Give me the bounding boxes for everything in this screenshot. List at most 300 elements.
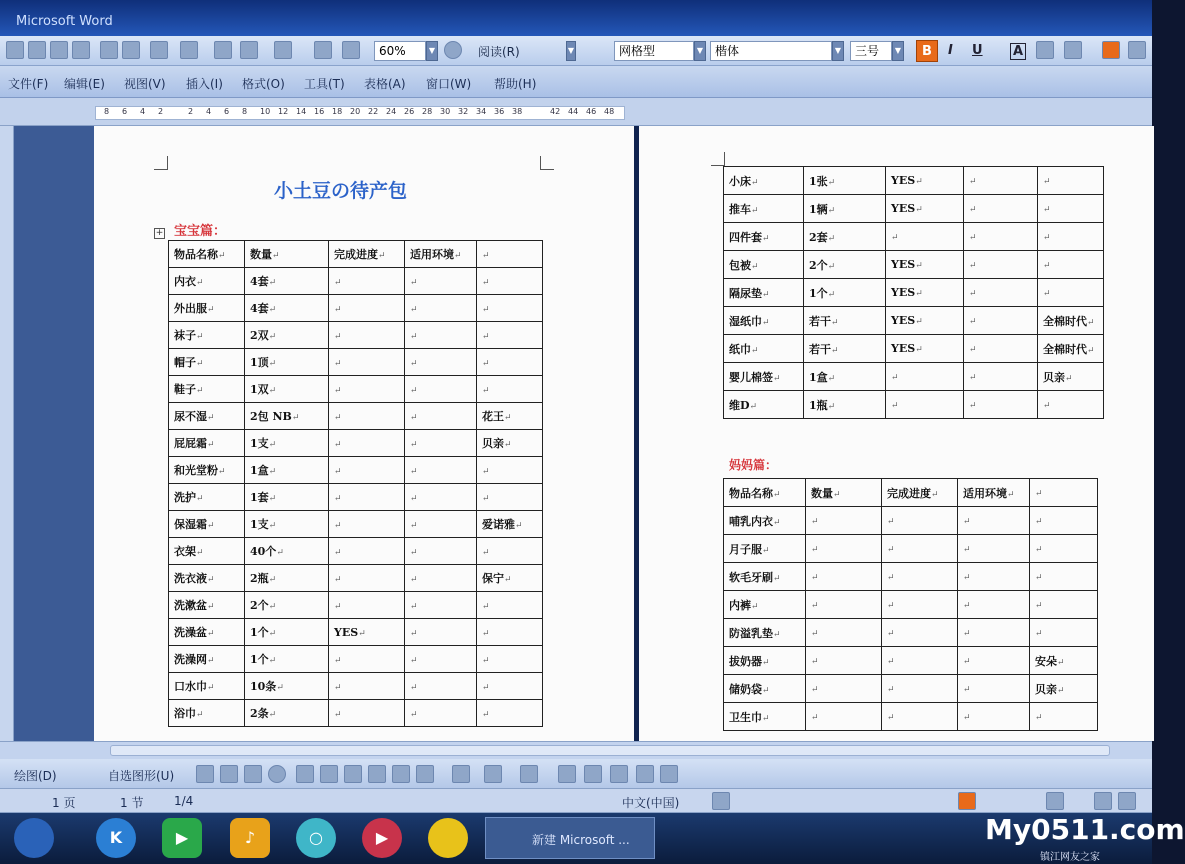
wordart-icon[interactable] [344, 765, 362, 783]
table-cell[interactable] [169, 673, 245, 700]
table-cell[interactable] [477, 403, 543, 430]
table-cell[interactable] [1038, 251, 1104, 279]
table-cell[interactable] [329, 241, 405, 268]
table-cell[interactable] [724, 363, 804, 391]
baby-section-title[interactable]: 宝宝篇： [174, 224, 227, 239]
table-cell[interactable] [169, 268, 245, 295]
cell-text: 1个 [809, 286, 828, 300]
font-color-draw-icon[interactable] [520, 765, 538, 783]
table-cell[interactable] [169, 403, 245, 430]
table-cell[interactable] [724, 703, 806, 731]
folder-app-icon[interactable] [428, 818, 468, 858]
dash-style-icon[interactable] [584, 765, 602, 783]
table-cell[interactable] [245, 673, 329, 700]
cell-text: 鞋子 [174, 383, 196, 396]
taskbar-word-window[interactable] [485, 817, 655, 859]
table-cell[interactable] [882, 507, 958, 535]
menu-table[interactable]: 表格(A) [364, 77, 406, 91]
table-cell[interactable] [886, 335, 964, 363]
table-cell[interactable] [1030, 563, 1098, 591]
table-cell[interactable] [1030, 703, 1098, 731]
cell-text: 包被 [729, 258, 751, 272]
video-app-icon[interactable]: ▶ [162, 818, 202, 858]
table-cell[interactable] [405, 619, 477, 646]
copy-icon[interactable] [214, 41, 232, 59]
table-cell[interactable] [329, 403, 405, 430]
table-cell[interactable] [477, 295, 543, 322]
table-cell[interactable] [169, 457, 245, 484]
table-cell[interactable] [169, 295, 245, 322]
table-cell[interactable] [806, 535, 882, 563]
cell-end-mark: ↵ [969, 261, 977, 271]
table-cell[interactable] [806, 479, 882, 507]
horizontal-ruler[interactable] [0, 98, 1152, 126]
table-cell[interactable] [1030, 479, 1098, 507]
read-mode-button[interactable]: 阅读(R) [478, 45, 520, 59]
table-cell[interactable] [958, 535, 1030, 563]
cell-end-mark: ↵ [963, 517, 971, 527]
settings-icon[interactable] [1118, 792, 1136, 810]
table-cell[interactable] [1038, 391, 1104, 419]
table-cell[interactable] [477, 673, 543, 700]
cell-end-mark: ↵ [1035, 629, 1043, 639]
toolbar-options-icon[interactable]: ▼ [566, 41, 576, 61]
mom-items-table[interactable] [723, 478, 1098, 731]
table-cell[interactable] [804, 307, 886, 335]
player-app-icon[interactable]: ▶ [362, 818, 402, 858]
diagram-icon[interactable] [368, 765, 386, 783]
ruler-number: 20 [350, 107, 361, 116]
baby-items-table[interactable] [168, 240, 543, 727]
ruler-number: 22 [368, 107, 379, 116]
table-cell[interactable] [169, 322, 245, 349]
table-cell[interactable] [724, 307, 804, 335]
table-cell[interactable] [329, 322, 405, 349]
table-cell[interactable] [806, 619, 882, 647]
menu-insert[interactable]: 插入(I) [186, 77, 223, 91]
table-cell[interactable] [1038, 307, 1104, 335]
table-cell[interactable] [958, 591, 1030, 619]
vertical-ruler[interactable] [0, 126, 14, 741]
scrollbar-thumb[interactable] [110, 745, 1110, 756]
table-cell[interactable] [169, 700, 245, 727]
new-icon[interactable] [6, 41, 24, 59]
line-icon[interactable] [196, 765, 214, 783]
table-cell[interactable] [477, 511, 543, 538]
table-cell[interactable] [477, 349, 543, 376]
table-cell[interactable] [245, 646, 329, 673]
table-cell[interactable] [405, 295, 477, 322]
menu-view[interactable]: 视图(V) [124, 77, 166, 91]
table-cell[interactable] [405, 538, 477, 565]
table-cell[interactable] [1030, 675, 1098, 703]
table-cell[interactable] [169, 565, 245, 592]
table-cell[interactable] [169, 619, 245, 646]
undo-icon[interactable] [274, 41, 292, 59]
hyperlink-icon[interactable] [314, 41, 332, 59]
cell-end-mark: ↵ [887, 629, 895, 639]
table-cell[interactable] [806, 591, 882, 619]
start-button-icon[interactable] [14, 818, 54, 858]
table-cell[interactable] [724, 507, 806, 535]
font-size-dropdown-icon[interactable]: ▼ [892, 41, 904, 61]
table-cell[interactable] [806, 703, 882, 731]
table-cell[interactable] [804, 335, 886, 363]
permission-icon[interactable] [72, 41, 90, 59]
table-cell[interactable] [405, 268, 477, 295]
oval-icon[interactable] [268, 765, 286, 783]
cell-end-mark: ↵ [751, 261, 759, 272]
table-cell[interactable] [329, 700, 405, 727]
spelling-icon[interactable] [150, 41, 168, 59]
table-cell[interactable] [169, 376, 245, 403]
table-cell[interactable] [245, 700, 329, 727]
table-cell[interactable] [724, 223, 804, 251]
picture-icon[interactable] [416, 765, 434, 783]
zoom-select[interactable]: 60% [374, 41, 426, 61]
table-cell[interactable] [477, 241, 543, 268]
table-cell[interactable] [724, 251, 804, 279]
document-title[interactable]: 小土豆の待产包 [274, 180, 408, 202]
table-cell[interactable] [724, 563, 806, 591]
table-cell[interactable] [1038, 167, 1104, 195]
table-row [724, 251, 1104, 279]
cell-end-mark: ↵ [1035, 713, 1043, 723]
table-cell[interactable] [964, 363, 1038, 391]
table-cell[interactable] [886, 195, 964, 223]
table-cell[interactable] [804, 279, 886, 307]
table-cell[interactable] [886, 167, 964, 195]
table-cell[interactable] [724, 479, 806, 507]
table-cell[interactable] [329, 619, 405, 646]
table-cell[interactable] [477, 538, 543, 565]
table-cell[interactable] [1030, 647, 1098, 675]
table-cell[interactable] [958, 619, 1030, 647]
table-cell[interactable] [886, 363, 964, 391]
table-cell[interactable] [477, 592, 543, 619]
style-dropdown-icon[interactable]: ▼ [694, 41, 706, 61]
table-cell[interactable] [477, 430, 543, 457]
3d-icon[interactable] [660, 765, 678, 783]
menu-edit[interactable]: 编辑(E) [64, 77, 105, 91]
table-cell[interactable] [169, 538, 245, 565]
table-cell[interactable] [405, 403, 477, 430]
menu-format[interactable]: 格式(O) [242, 77, 285, 91]
table-cell[interactable] [724, 195, 804, 223]
table-cell[interactable] [245, 376, 329, 403]
table-cell[interactable] [405, 322, 477, 349]
table-cell[interactable] [405, 376, 477, 403]
table-cell[interactable] [804, 363, 886, 391]
cell-end-mark: ↵ [887, 685, 895, 695]
table-cell[interactable] [804, 251, 886, 279]
table-row [169, 538, 543, 565]
font-select[interactable]: 楷体 [710, 41, 832, 61]
table-cell[interactable] [405, 700, 477, 727]
ruler-number: 8 [242, 107, 248, 116]
table-cell[interactable] [245, 349, 329, 376]
table-move-handle-icon[interactable]: + [155, 228, 164, 238]
table-cell[interactable] [958, 563, 1030, 591]
table-cell[interactable] [724, 675, 806, 703]
cell-end-mark: ↵ [482, 709, 490, 720]
table-cell[interactable] [882, 703, 958, 731]
table-cell[interactable] [806, 507, 882, 535]
table-cell[interactable] [245, 457, 329, 484]
table-cell[interactable] [329, 646, 405, 673]
table-cell[interactable] [245, 241, 329, 268]
table-cell[interactable] [477, 619, 543, 646]
table-cell[interactable] [245, 619, 329, 646]
table-cell[interactable] [886, 251, 964, 279]
table-cell[interactable] [804, 195, 886, 223]
cell-text: 2个 [250, 599, 269, 612]
table-cell[interactable] [958, 647, 1030, 675]
save-icon[interactable] [50, 41, 68, 59]
table-cell[interactable] [245, 322, 329, 349]
k-app-icon[interactable]: K [96, 818, 136, 858]
table-cell[interactable] [882, 563, 958, 591]
table-cell[interactable] [882, 479, 958, 507]
table-cell[interactable] [964, 195, 1038, 223]
table-cell[interactable] [477, 646, 543, 673]
table-cell[interactable] [1030, 507, 1098, 535]
table-cell[interactable] [405, 592, 477, 619]
table-cell[interactable] [882, 675, 958, 703]
char-border-button[interactable]: A [1010, 43, 1026, 60]
table-cell[interactable] [1038, 335, 1104, 363]
table-cell[interactable] [405, 241, 477, 268]
underline-button[interactable]: U [972, 43, 983, 58]
table-cell[interactable] [964, 251, 1038, 279]
research-icon[interactable] [180, 41, 198, 59]
table-cell[interactable] [724, 591, 806, 619]
table-cell[interactable] [806, 563, 882, 591]
menu-tools[interactable]: 工具(T) [304, 77, 345, 91]
paste-icon[interactable] [240, 41, 258, 59]
table-cell[interactable] [964, 391, 1038, 419]
table-cell[interactable] [724, 335, 804, 363]
table-cell[interactable] [1038, 279, 1104, 307]
table-cell[interactable] [405, 430, 477, 457]
baby-items-table-continued[interactable] [723, 166, 1104, 419]
menu-window[interactable]: 窗口(W) [426, 77, 472, 91]
table-cell[interactable] [886, 223, 964, 251]
open-icon[interactable] [28, 41, 46, 59]
table-cell[interactable] [245, 295, 329, 322]
table-cell[interactable] [329, 484, 405, 511]
arrow-style-icon[interactable] [610, 765, 628, 783]
table-cell[interactable] [245, 565, 329, 592]
table-cell[interactable] [1030, 619, 1098, 647]
table-cell[interactable] [477, 322, 543, 349]
keyboard-icon[interactable] [1046, 792, 1064, 810]
menu-help[interactable]: 帮助(H) [494, 77, 537, 91]
table-cell[interactable] [882, 647, 958, 675]
table-cell[interactable] [329, 511, 405, 538]
table-cell[interactable] [329, 268, 405, 295]
print-preview-icon[interactable] [122, 41, 140, 59]
menu-file[interactable]: 文件(F) [8, 77, 49, 91]
table-cell[interactable] [958, 507, 1030, 535]
skin-icon[interactable] [1094, 792, 1112, 810]
table-cell[interactable] [245, 592, 329, 619]
cell-text: 婴儿棉签 [729, 370, 773, 384]
table-cell[interactable] [245, 430, 329, 457]
table-cell[interactable] [245, 403, 329, 430]
table-cell[interactable] [886, 279, 964, 307]
table-row [724, 307, 1104, 335]
table-cell[interactable] [405, 511, 477, 538]
table-cell[interactable] [806, 675, 882, 703]
line-color-icon[interactable] [484, 765, 502, 783]
vertical-textbox-icon[interactable] [320, 765, 338, 783]
status-language: 中文(中国) [622, 796, 680, 810]
table-cell[interactable] [169, 646, 245, 673]
table-row [169, 646, 543, 673]
table-cell[interactable] [169, 592, 245, 619]
table-cell[interactable] [882, 591, 958, 619]
draw-menu-button[interactable]: 绘图(D) [14, 769, 57, 783]
table-cell[interactable] [724, 391, 804, 419]
table-cell[interactable] [477, 700, 543, 727]
textbox-icon[interactable] [296, 765, 314, 783]
cell-end-mark: ↵ [334, 304, 342, 315]
table-cell[interactable] [804, 391, 886, 419]
browser-app-icon[interactable]: ○ [296, 818, 336, 858]
font-size-select[interactable]: 三号 [850, 41, 892, 61]
table-cell[interactable] [1030, 591, 1098, 619]
music-app-icon[interactable]: ♪ [230, 818, 270, 858]
table-cell[interactable] [477, 457, 543, 484]
font-color-icon[interactable] [1064, 41, 1082, 59]
table-cell[interactable] [958, 703, 1030, 731]
cell-end-mark: ↵ [1035, 601, 1043, 611]
italic-button[interactable]: I [948, 43, 953, 58]
align-center-icon[interactable] [1128, 41, 1146, 59]
table-cell[interactable] [329, 538, 405, 565]
arrow-icon[interactable] [220, 765, 238, 783]
table-cell[interactable] [806, 647, 882, 675]
table-cell[interactable] [964, 167, 1038, 195]
table-cell[interactable] [405, 673, 477, 700]
table-cell[interactable] [405, 565, 477, 592]
table-cell[interactable] [886, 307, 964, 335]
mom-section-title[interactable]: 妈妈篇： [729, 458, 778, 472]
table-cell[interactable] [329, 673, 405, 700]
table-cell[interactable] [477, 565, 543, 592]
table-cell[interactable] [477, 268, 543, 295]
table-cell[interactable] [724, 279, 804, 307]
align-left-icon[interactable] [1102, 41, 1120, 59]
table-cell[interactable] [886, 391, 964, 419]
table-cell[interactable] [405, 349, 477, 376]
table-cell[interactable] [405, 457, 477, 484]
table-cell[interactable] [169, 241, 245, 268]
horizontal-scrollbar[interactable] [0, 741, 1152, 759]
table-cell[interactable] [964, 223, 1038, 251]
table-cell[interactable] [169, 484, 245, 511]
table-cell[interactable] [329, 565, 405, 592]
table-cell[interactable] [882, 619, 958, 647]
table-cell[interactable] [329, 457, 405, 484]
rectangle-icon[interactable] [244, 765, 262, 783]
cell-end-mark: ↵ [773, 489, 781, 500]
zoom-dropdown-icon[interactable]: ▼ [426, 41, 438, 61]
table-cell[interactable] [964, 279, 1038, 307]
cell-end-mark: ↵ [334, 331, 342, 342]
table-cell[interactable] [477, 484, 543, 511]
spelling-status-icon[interactable] [712, 792, 730, 810]
table-cell[interactable] [245, 538, 329, 565]
cell-end-mark: ↵ [196, 359, 204, 369]
table-cell[interactable] [1038, 195, 1104, 223]
table-row [169, 349, 543, 376]
table-cell[interactable] [329, 430, 405, 457]
table-cell[interactable] [964, 307, 1038, 335]
table-cell[interactable] [958, 479, 1030, 507]
table-cell[interactable] [804, 167, 886, 195]
clipart-icon[interactable] [392, 765, 410, 783]
table-cell[interactable] [724, 619, 806, 647]
table-cell[interactable] [169, 430, 245, 457]
table-cell[interactable] [804, 223, 886, 251]
input-method-icon[interactable] [958, 792, 976, 810]
cell-end-mark: ↵ [410, 601, 418, 612]
table-row [724, 223, 1104, 251]
font-dropdown-icon[interactable]: ▼ [832, 41, 844, 61]
table-cell[interactable] [1030, 535, 1098, 563]
fill-color-icon[interactable] [452, 765, 470, 783]
highlight-icon[interactable] [1036, 41, 1054, 59]
table-cell[interactable] [964, 335, 1038, 363]
autoshapes-button[interactable]: 自选图形(U) [108, 769, 175, 783]
table-cell[interactable] [724, 535, 806, 563]
table-cell[interactable] [245, 268, 329, 295]
shadow-icon[interactable] [636, 765, 654, 783]
cell-end-mark: ↵ [751, 205, 759, 216]
table-cell[interactable] [1038, 223, 1104, 251]
print-icon[interactable] [100, 41, 118, 59]
cell-end-mark: ↵ [334, 682, 342, 693]
table-cell[interactable] [724, 167, 804, 195]
table-cell[interactable] [169, 511, 245, 538]
table-cell[interactable] [329, 295, 405, 322]
cell-end-mark: ↵ [1057, 685, 1065, 696]
table-cell[interactable] [1038, 363, 1104, 391]
cell-end-mark: ↵ [1043, 261, 1051, 271]
table-cell[interactable] [724, 647, 806, 675]
table-cell[interactable] [882, 535, 958, 563]
table-cell[interactable] [169, 349, 245, 376]
help-icon[interactable] [444, 41, 462, 59]
table-cell[interactable] [329, 376, 405, 403]
table-cell[interactable] [245, 484, 329, 511]
bold-button[interactable]: B [916, 40, 938, 62]
table-row [724, 703, 1098, 731]
table-cell[interactable] [405, 484, 477, 511]
insert-table-icon[interactable] [342, 41, 360, 59]
table-cell[interactable] [245, 511, 329, 538]
table-cell[interactable] [477, 376, 543, 403]
table-cell[interactable] [329, 349, 405, 376]
cell-text: 纸巾 [729, 342, 751, 356]
table-cell[interactable] [329, 592, 405, 619]
table-cell[interactable] [958, 675, 1030, 703]
style-select[interactable]: 网格型 [614, 41, 694, 61]
table-cell[interactable] [405, 646, 477, 673]
line-style-icon[interactable] [558, 765, 576, 783]
